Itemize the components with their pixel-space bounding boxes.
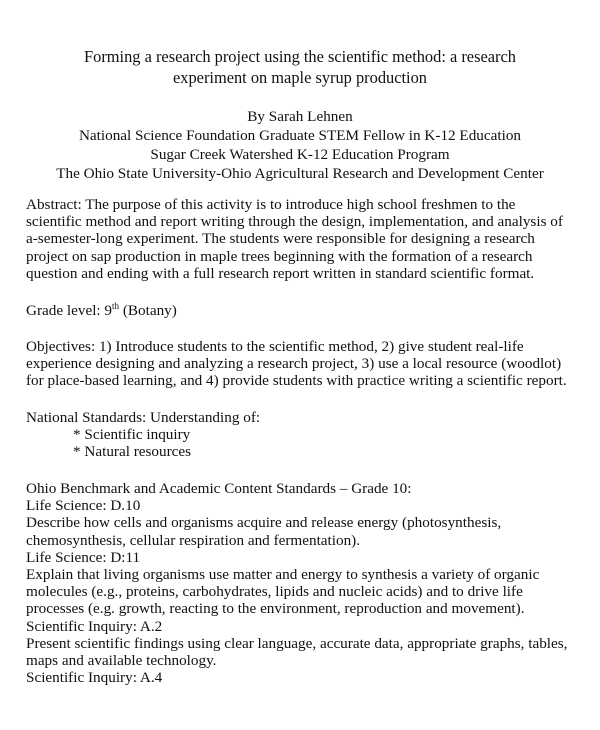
title-line-1: Forming a research project using the scientific method: a research bbox=[84, 47, 516, 66]
abstract-line-2: scientific method and report writing through the design, implementation, and analysis of bbox=[26, 213, 563, 231]
title-line-2: experiment on maple syrup production bbox=[173, 68, 427, 87]
ohio-line: Present scientific findings using clear language, accurate data, appropriate graphs, tables, bbox=[26, 634, 568, 652]
grade-level-subject: (Botany) bbox=[119, 302, 177, 319]
affiliation-line-1: National Science Foundation Graduate STEM Fellow in K-12 Education bbox=[78, 127, 522, 144]
ohio-line: Scientific Inquiry: A.2 bbox=[26, 617, 163, 635]
ohio-line: processes (e.g. growth, reacting to the environment, reproduction and movement). bbox=[26, 600, 525, 618]
grade-level bbox=[26, 302, 586, 319]
author-name: By Sarah Lehnen bbox=[247, 108, 353, 125]
standards-heading: National Standards: Understanding of: bbox=[26, 409, 261, 426]
objectives-line-1: Objectives: 1) Introduce students to the scientific method, 2) give student real-life bbox=[26, 338, 524, 355]
grade-level-prefix: Grade level: 9 bbox=[26, 302, 113, 319]
objectives-paragraph bbox=[26, 338, 586, 390]
abstract-line-1: Abstract: The purpose of this activity is to introduce high school freshmen to the bbox=[26, 196, 516, 213]
standards-item: * Natural resources bbox=[73, 443, 192, 461]
ohio-line: chemosynthesis, cellular respiration and fermentation). bbox=[26, 531, 361, 549]
ohio-line: Life Science: D:11 bbox=[26, 548, 141, 566]
objectives-line-3: for place-based learning, and 4) provide students with practice writing a scientific report. bbox=[26, 372, 567, 390]
abstract-line-4: project on sap production in maple trees beginning with the formation of a research bbox=[26, 247, 533, 265]
abstract-line-5: question and ending with a full research report written in standard scientific format. bbox=[26, 264, 535, 282]
abstract-line-3: a-semester-long experiment. The students were responsible for designing a research bbox=[26, 230, 535, 248]
ohio-line: molecules (e.g., proteins, carbohydrates, lipids and nucleic acids) and to drive life bbox=[26, 583, 523, 601]
ohio-line: Life Science: D.10 bbox=[26, 497, 141, 515]
ohio-line: maps and available technology. bbox=[26, 652, 217, 670]
author-byline bbox=[0, 107, 600, 183]
grade-level-superscript: th bbox=[112, 300, 120, 311]
national-standards bbox=[26, 409, 586, 461]
ohio-standards bbox=[26, 480, 586, 686]
ohio-heading: Ohio Benchmark and Academic Content Standards – Grade 10: bbox=[26, 480, 412, 497]
standards-item: * Scientific inquiry bbox=[73, 426, 191, 444]
ohio-line: Scientific Inquiry: A.4 bbox=[26, 669, 163, 687]
ohio-line: Describe how cells and organisms acquire and release energy (photosynthesis, bbox=[26, 514, 502, 532]
affiliation-line-3: The Ohio State University-Ohio Agricultural Research and Development Center bbox=[56, 165, 544, 182]
affiliation-line-2: Sugar Creek Watershed K-12 Education Program bbox=[150, 146, 450, 163]
document-title bbox=[0, 46, 600, 88]
abstract-paragraph bbox=[26, 196, 586, 282]
objectives-line-2: experience designing and analyzing a research project, 3) use a local resource (woodlot) bbox=[26, 355, 562, 373]
ohio-line: Explain that living organisms use matter and energy to synthesis a variety of organic bbox=[26, 566, 540, 584]
